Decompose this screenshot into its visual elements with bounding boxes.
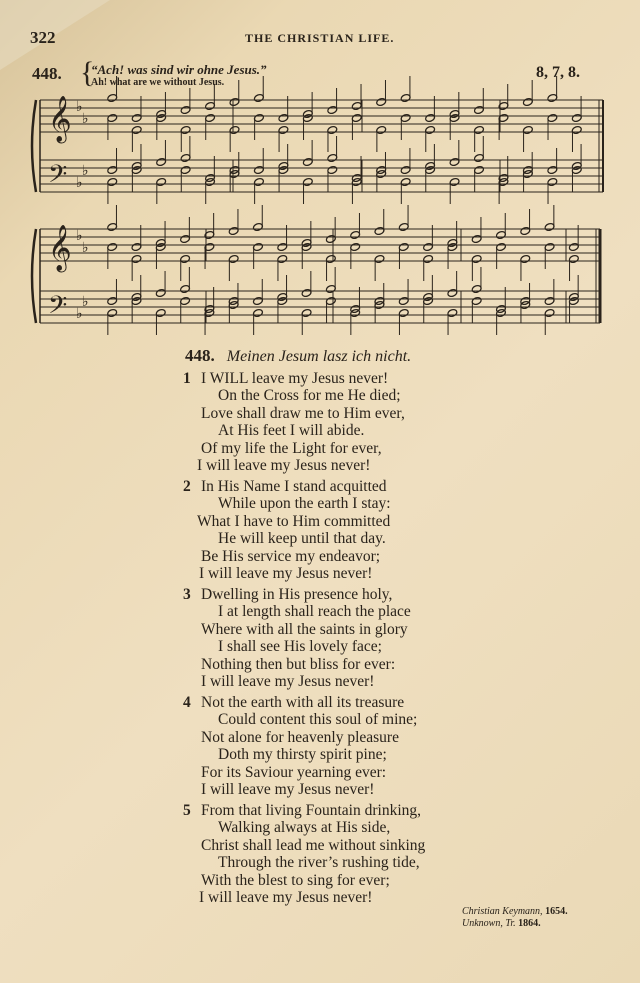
verse-line: I will leave my Jesus never!: [199, 565, 373, 582]
note-head: [376, 125, 387, 134]
note-head: [107, 308, 118, 317]
key-flat: ♭: [76, 100, 83, 115]
key-flat: ♭: [82, 164, 89, 179]
note-head: [253, 296, 264, 305]
verse-line: While upon the earth I stay:: [218, 495, 391, 513]
note-head: [107, 165, 118, 174]
note-head: [107, 177, 118, 186]
note-head: [277, 242, 288, 251]
note-head: [277, 296, 288, 305]
note-head: [327, 125, 338, 134]
verse-line: I at length shall reach the place: [218, 603, 411, 621]
note-head: [107, 222, 118, 231]
note-head: [327, 153, 338, 162]
note-head: [325, 284, 336, 293]
key-flat: ♭: [82, 295, 89, 310]
note-head: [131, 296, 142, 305]
note-head: [547, 165, 558, 174]
system-brace: [32, 100, 36, 192]
note-head: [131, 242, 142, 251]
note-head: [156, 177, 167, 186]
note-head: [327, 105, 338, 114]
verse-line: Walking always at His side,: [218, 819, 391, 837]
note-head: [254, 113, 265, 122]
note-head: [425, 125, 436, 134]
note-head: [522, 97, 533, 106]
verse-line: Be His service my endeavor;: [201, 547, 381, 565]
stanza-number: 1: [183, 370, 191, 387]
note-head: [327, 165, 338, 174]
note-head: [107, 113, 118, 122]
note-head: [131, 125, 142, 134]
note-head: [229, 97, 240, 106]
note-head: [107, 93, 118, 102]
english-subtitle: Ah! what are we without Jesus.: [91, 77, 225, 88]
note-head: [180, 254, 191, 263]
verse-line: He will keep until that day.: [218, 530, 386, 548]
note-head: [571, 113, 582, 122]
key-flat: ♭: [76, 307, 83, 322]
note-head: [228, 226, 239, 235]
note-head: [229, 125, 240, 134]
note-head: [254, 177, 265, 186]
note-head: [374, 296, 385, 305]
verse-line: Love shall draw me to Him ever,: [201, 404, 405, 422]
note-head: [474, 105, 485, 114]
note-head: [351, 113, 362, 122]
note-head: [205, 177, 216, 186]
note-head: [496, 230, 507, 239]
note-head: [351, 101, 362, 110]
note-head: [131, 254, 142, 263]
note-head: [325, 254, 336, 263]
treble-clef: 𝄞: [48, 96, 72, 142]
note-head: [568, 296, 579, 305]
note-head: [253, 242, 264, 251]
note-head: [278, 113, 289, 122]
title-brace: {: [80, 56, 95, 89]
note-head: [400, 113, 411, 122]
note-head: [398, 308, 409, 317]
note-head: [544, 296, 555, 305]
note-head: [131, 113, 142, 122]
note-head: [254, 165, 265, 174]
note-head: [398, 296, 409, 305]
author-name: Christian Keymann,: [462, 906, 543, 917]
note-head: [155, 242, 166, 251]
note-head: [520, 296, 531, 305]
meter: 8, 7, 8.: [536, 64, 580, 81]
note-head: [447, 288, 458, 297]
note-head: [449, 157, 460, 166]
note-head: [205, 101, 216, 110]
note-head: [278, 125, 289, 134]
note-head: [374, 226, 385, 235]
note-head: [350, 308, 361, 317]
verse-line: With the blest to sing for ever;: [201, 871, 390, 889]
author-credit: [462, 906, 568, 918]
note-head: [447, 308, 458, 317]
note-head: [302, 113, 313, 122]
note-head: [107, 296, 118, 305]
translator-name: Unknown, Tr.: [462, 918, 516, 929]
author-year: 1654.: [545, 906, 568, 917]
verse-line: Dwelling in His presence holy,: [201, 586, 393, 603]
note-head: [398, 222, 409, 231]
running-head: THE CHRISTIAN LIFE.: [245, 31, 395, 45]
note-head: [350, 242, 361, 251]
hymn-title-row: [185, 346, 411, 366]
note-head: [180, 296, 191, 305]
note-head: [351, 177, 362, 186]
verse-line: I shall see His lovely face;: [218, 638, 382, 656]
verse-line: On the Cross for me He died;: [218, 387, 401, 405]
note-head: [423, 254, 434, 263]
stanza-number: 2: [183, 478, 191, 495]
note-head: [544, 242, 555, 251]
hymn-title: Meinen Jesum lasz ich nicht.: [226, 348, 412, 365]
note-head: [400, 177, 411, 186]
note-head: [156, 113, 167, 122]
stanza-number: 4: [183, 694, 191, 711]
verse-line: What I have to Him committed: [197, 512, 391, 530]
note-head: [180, 125, 191, 134]
note-head: [180, 165, 191, 174]
note-head: [131, 165, 142, 174]
note-head: [400, 93, 411, 102]
verse-line: Not alone for heavenly pleasure: [201, 728, 399, 746]
key-flat: ♭: [76, 176, 83, 191]
note-head: [107, 242, 118, 251]
note-head: [471, 254, 482, 263]
verse-line: I will leave my Jesus never!: [197, 457, 371, 474]
note-head: [449, 113, 460, 122]
note-head: [474, 165, 485, 174]
note-head: [180, 105, 191, 114]
tune-number: 448.: [32, 64, 62, 83]
note-head: [325, 234, 336, 243]
note-head: [376, 97, 387, 106]
verse-line: Of my life the Light for ever,: [201, 439, 382, 457]
note-head: [496, 242, 507, 251]
verse-line: Doth my thirsty spirit pine;: [218, 746, 387, 764]
note-head: [180, 284, 191, 293]
verse-line: At His feet I will abide.: [218, 422, 365, 440]
verse-line: I will leave my Jesus never!: [201, 781, 375, 798]
verse-line: Christ shall lead me without sinking: [201, 836, 426, 854]
system-brace: [32, 229, 36, 323]
verse-line: Through the river’s rushing tide,: [218, 854, 420, 872]
note-head: [180, 153, 191, 162]
stanza-number: 5: [183, 802, 191, 819]
verse-line: I WILL leave my Jesus never!: [201, 370, 389, 387]
key-flat: ♭: [82, 241, 89, 256]
note-head: [376, 165, 387, 174]
note-head: [325, 296, 336, 305]
note-head: [571, 165, 582, 174]
music-score: [0, 0, 640, 340]
note-head: [471, 296, 482, 305]
note-head: [228, 296, 239, 305]
note-head: [471, 284, 482, 293]
note-head: [302, 157, 313, 166]
note-head: [229, 165, 240, 174]
note-head: [496, 308, 507, 317]
note-head: [180, 234, 191, 243]
note-head: [278, 165, 289, 174]
bass-clef: 𝄢: [48, 160, 68, 195]
note-head: [547, 93, 558, 102]
treble-clef: 𝄞: [48, 225, 72, 271]
note-head: [544, 222, 555, 231]
verse-line: In His Name I stand acquitted: [201, 478, 387, 495]
note-head: [522, 165, 533, 174]
note-head: [253, 308, 264, 317]
german-title: “Ach! was sind wir ohne Jesus.”: [91, 62, 267, 77]
note-head: [568, 254, 579, 263]
key-flat: ♭: [76, 229, 83, 244]
note-head: [155, 288, 166, 297]
note-head: [522, 125, 533, 134]
note-head: [398, 242, 409, 251]
note-head: [254, 93, 265, 102]
verse-line: Not the earth with all its treasure: [201, 694, 405, 711]
note-head: [474, 153, 485, 162]
note-head: [277, 254, 288, 263]
verse-line: Where with all the saints in glory: [201, 620, 408, 638]
note-head: [544, 308, 555, 317]
note-head: [547, 177, 558, 186]
note-head: [471, 234, 482, 243]
note-head: [474, 125, 485, 134]
note-head: [520, 226, 531, 235]
translator-credit: [462, 918, 568, 930]
note-head: [156, 157, 167, 166]
bass-clef: 𝄢: [48, 291, 68, 326]
note-head: [350, 230, 361, 239]
translator-year: 1864.: [518, 918, 541, 929]
note-head: [423, 296, 434, 305]
note-head: [520, 254, 531, 263]
note-head: [301, 288, 312, 297]
note-head: [301, 308, 312, 317]
hymn-number: 448.: [185, 346, 215, 365]
note-head: [568, 242, 579, 251]
verse-line: For its Saviour yearning ever:: [201, 763, 387, 781]
note-head: [425, 165, 436, 174]
note-head: [425, 113, 436, 122]
note-head: [374, 254, 385, 263]
stanza-number: 3: [183, 586, 191, 603]
verse-line: Could content this soul of mine;: [218, 711, 418, 729]
note-head: [449, 177, 460, 186]
note-head: [155, 308, 166, 317]
note-head: [205, 113, 216, 122]
note-head: [547, 113, 558, 122]
note-head: [253, 222, 264, 231]
credits: [462, 906, 568, 930]
verse-line: Nothing then but bliss for ever:: [201, 655, 396, 673]
verse-line: From that living Fountain drinking,: [201, 802, 422, 819]
note-head: [423, 242, 434, 251]
note-head: [400, 165, 411, 174]
verse-line: I will leave my Jesus never!: [201, 673, 375, 690]
note-head: [301, 242, 312, 251]
note-head: [571, 125, 582, 134]
note-head: [228, 254, 239, 263]
page-number: 322: [30, 28, 56, 47]
key-flat: ♭: [82, 112, 89, 127]
verse-line: I will leave my Jesus never!: [199, 889, 373, 906]
note-head: [302, 177, 313, 186]
note-head: [447, 242, 458, 251]
